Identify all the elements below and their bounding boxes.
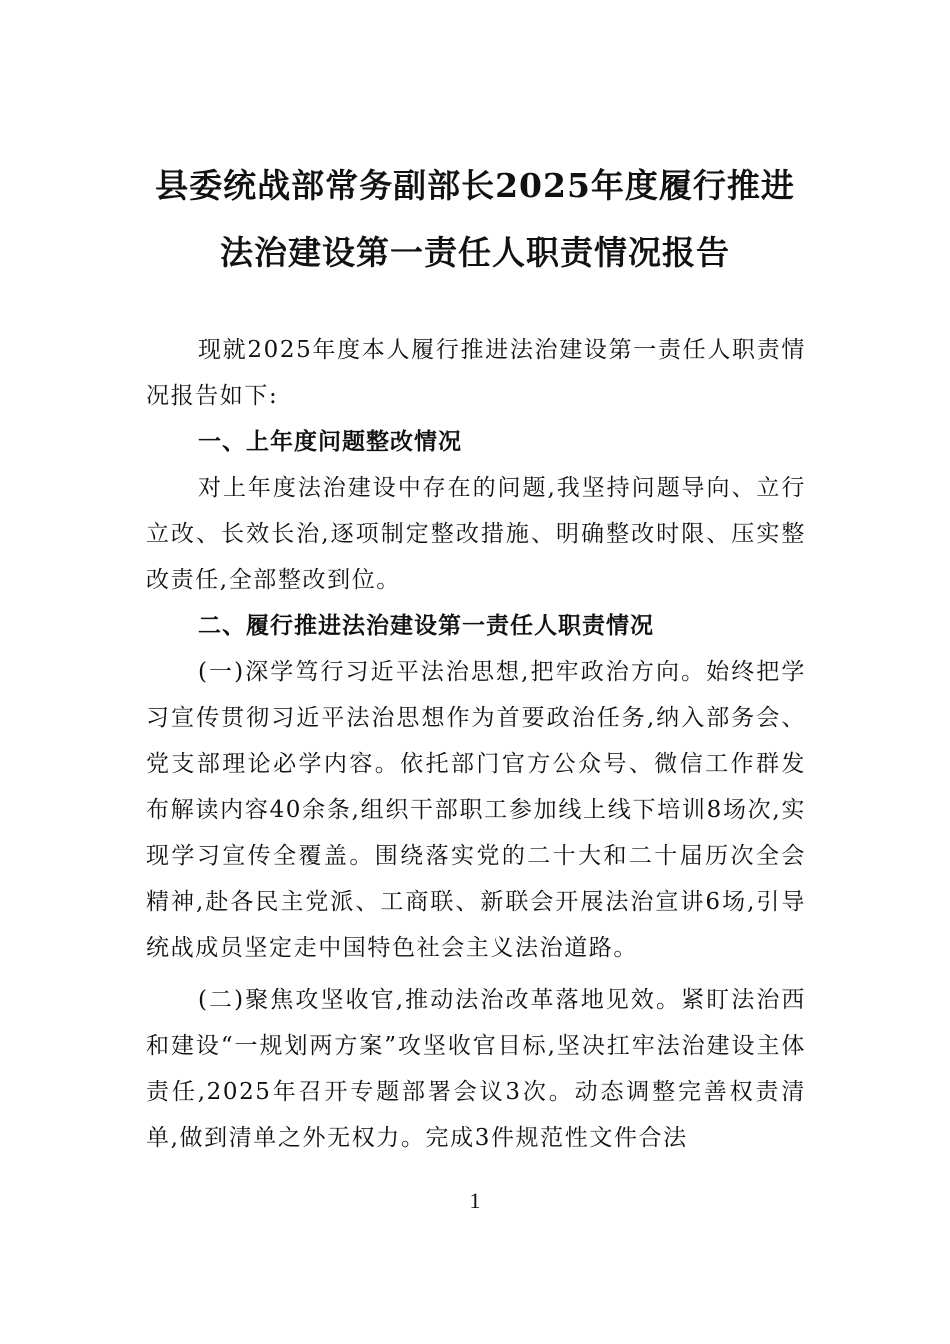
document-title-line-1: 县委统战部常务副部长2025年度履行推进 [155,166,795,205]
section-1-heading: 一、上年度问题整改情况 [198,429,462,455]
item-2-lead: (二)聚焦攻坚收官,推动法治改革落地见效。 [198,987,682,1013]
item-2-text: 紧盯法治西和建设“一规划两方案”攻坚收官目标,坚决扛牢法治建设主体责任,2025年召开专题部署会议3次。动态调整完善权责清单,做到清单之外无权力。完成3件规范性文件合法 [146,987,807,1151]
section-1-paragraph: 对上年度法治建设中存在的问题,我坚持问题导向、立行立改、长效长治,逐项制定整改措施、明确整改时限、压实整改责任,全部整改到位。 [146,475,806,593]
document-body [146,327,806,1161]
section-2-heading: 二、履行推进法治建设第一责任人职责情况 [198,613,654,639]
page-number: 1 [469,1188,481,1213]
intro-paragraph: 现就2025年度本人履行推进法治建设第一责任人职责情况报告如下: [146,337,806,409]
document-title-line-2: 法治建设第一责任人职责情况报告 [220,233,730,272]
section-2-item-1 [146,649,806,971]
item-1-lead: (一)深学笃行习近平法治思想,把牢政治方向。 [198,659,707,685]
section-2-item-2 [146,977,806,1161]
item-1-text: 始终把学习宣传贯彻习近平法治思想作为首要政治任务,纳入部务会、党支部理论必学内容。依托部门官方公众号、微信工作群发布解读内容40余条,组织干部职工参加线上线下培训8场次,实现学习宣传全覆盖。围绕落实党的二十大和二十届历次全会精神,赴各民主党派、工商联、新联会开展法治宣讲6场,引导统战成员坚定走中国特色社会主义法治道路。 [146,659,806,961]
